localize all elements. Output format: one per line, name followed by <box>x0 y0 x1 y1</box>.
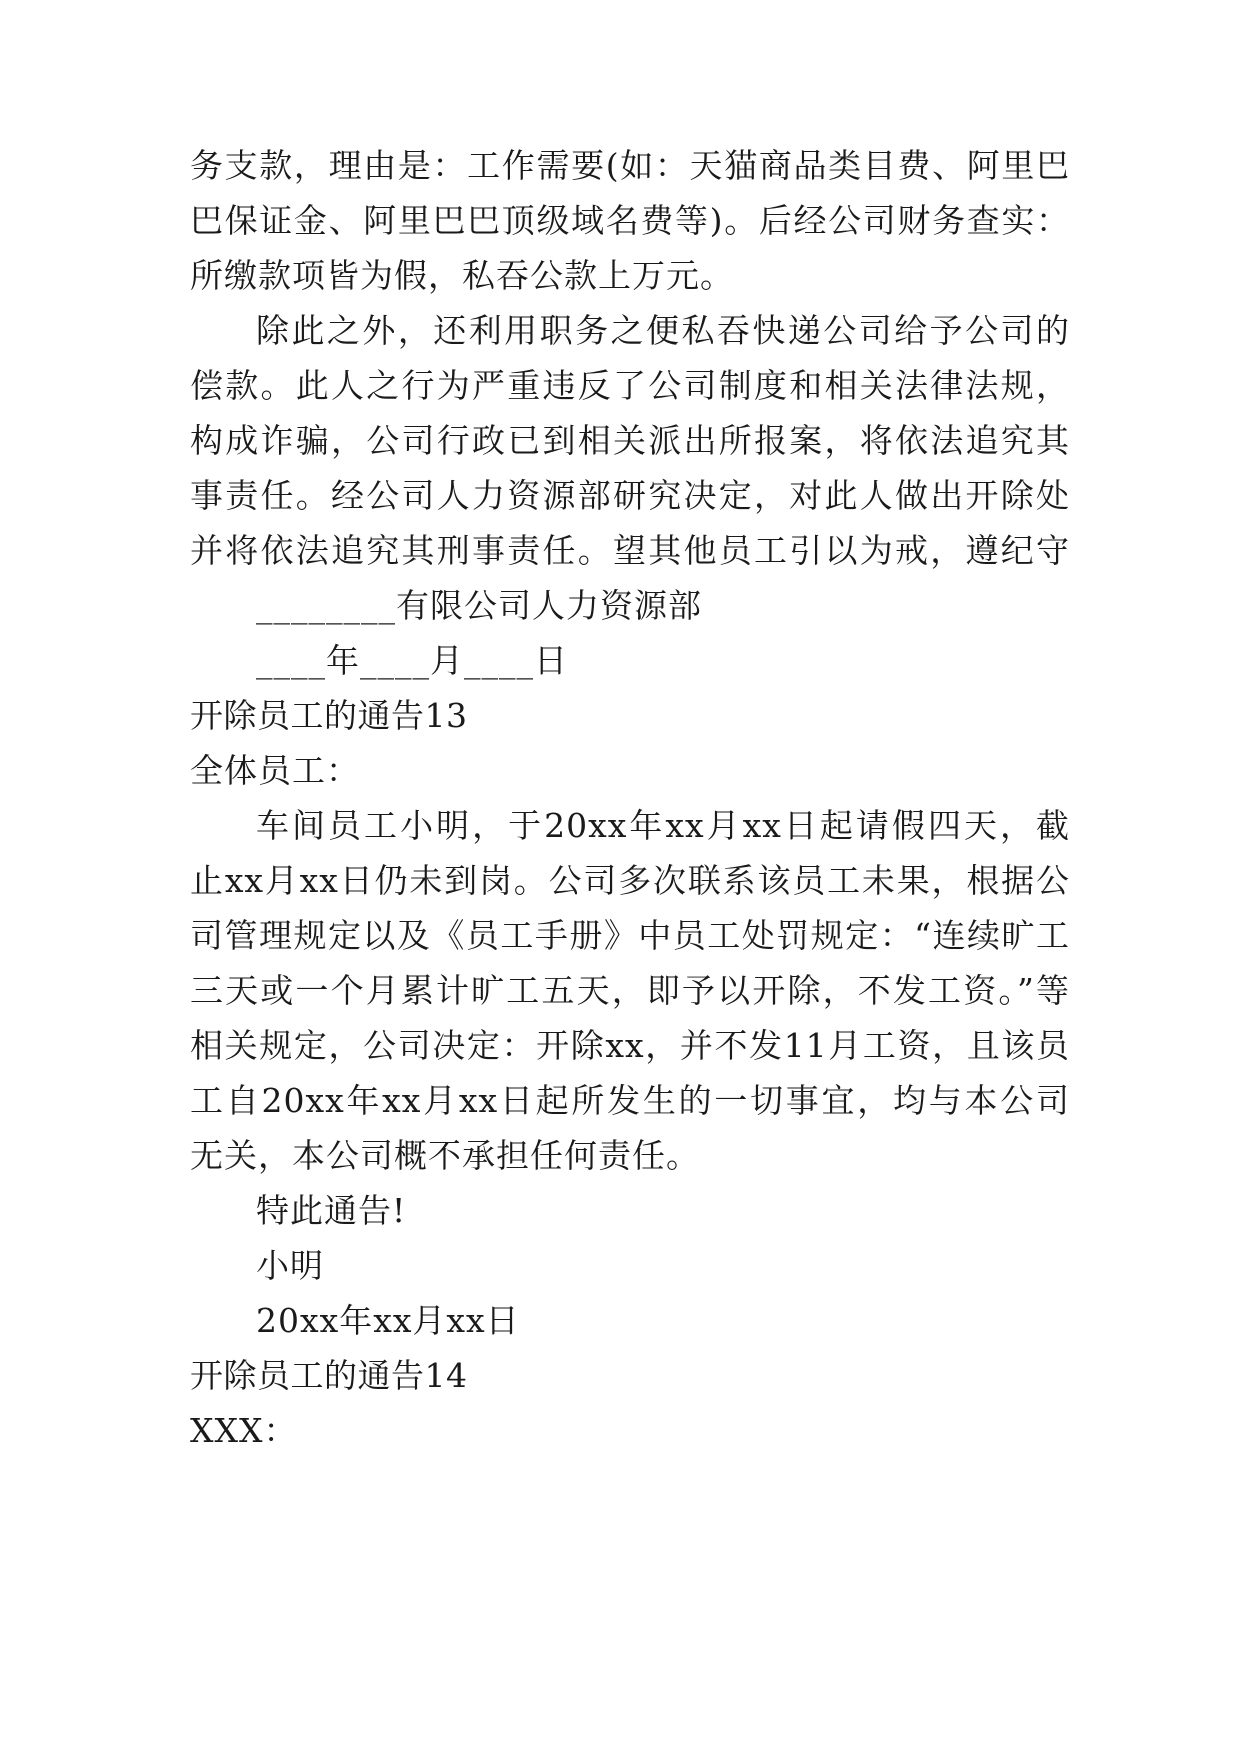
salutation: XXX： <box>190 1411 298 1450</box>
paragraph-line: 除此之外，还利用职务之便私吞快递公司给予公司的 <box>256 311 1070 350</box>
paragraph-line: 止xx月xx日仍未到岗。公司多次联系该员工未果，根据公 <box>190 861 1070 900</box>
paragraph-line: 务支款，理由是：工作需要(如：天猫商品类目费、阿里巴 <box>190 146 1070 185</box>
salutation: 全体员工： <box>190 751 360 790</box>
paragraph-line: 三天或一个月累计旷工五天，即予以开除，不发工资。”等 <box>190 971 1070 1010</box>
paragraph-line: 车间员工小明，于20xx年xx月xx日起请假四天，截 <box>256 806 1070 845</box>
paragraph-line: 事责任。经公司人力资源部研究决定，对此人做出开除处 <box>190 476 1070 515</box>
paragraph-line: 偿款。此人之行为严重违反了公司制度和相关法律法规， <box>190 366 1070 405</box>
signature-date: ____年____月____日 <box>256 641 568 680</box>
paragraph-line: 无关，本公司概不承担任何责任。 <box>190 1136 700 1175</box>
paragraph-line: 司管理规定以及《员工手册》中员工处罚规定：“连续旷工 <box>190 916 1070 955</box>
signature-name: 小明 <box>256 1246 324 1285</box>
section-title: 开除员工的通告14 <box>190 1356 468 1395</box>
paragraph-line: 巴保证金、阿里巴巴顶级域名费等)。后经公司财务查实： <box>190 201 1070 240</box>
closing-note: 特此通告! <box>256 1191 407 1230</box>
paragraph-line: 工自20xx年xx月xx日起所发生的一切事宜，均与本公司 <box>190 1081 1070 1120</box>
paragraph-line: 所缴款项皆为假，私吞公款上万元。 <box>190 256 734 295</box>
signature-date: 20xx年xx月xx日 <box>256 1301 520 1340</box>
paragraph-line: 相关规定，公司决定：开除xx，并不发11月工资，且该员 <box>190 1026 1070 1065</box>
paragraph-line: 构成诈骗，公司行政已到相关派出所报案，将依法追究其 <box>190 421 1070 460</box>
section-title: 开除员工的通告13 <box>190 696 468 735</box>
signature-company: ________有限公司人力资源部 <box>256 586 702 625</box>
paragraph-line: 并将依法追究其刑事责任。望其他员工引以为戒，遵纪守 <box>190 531 1070 570</box>
